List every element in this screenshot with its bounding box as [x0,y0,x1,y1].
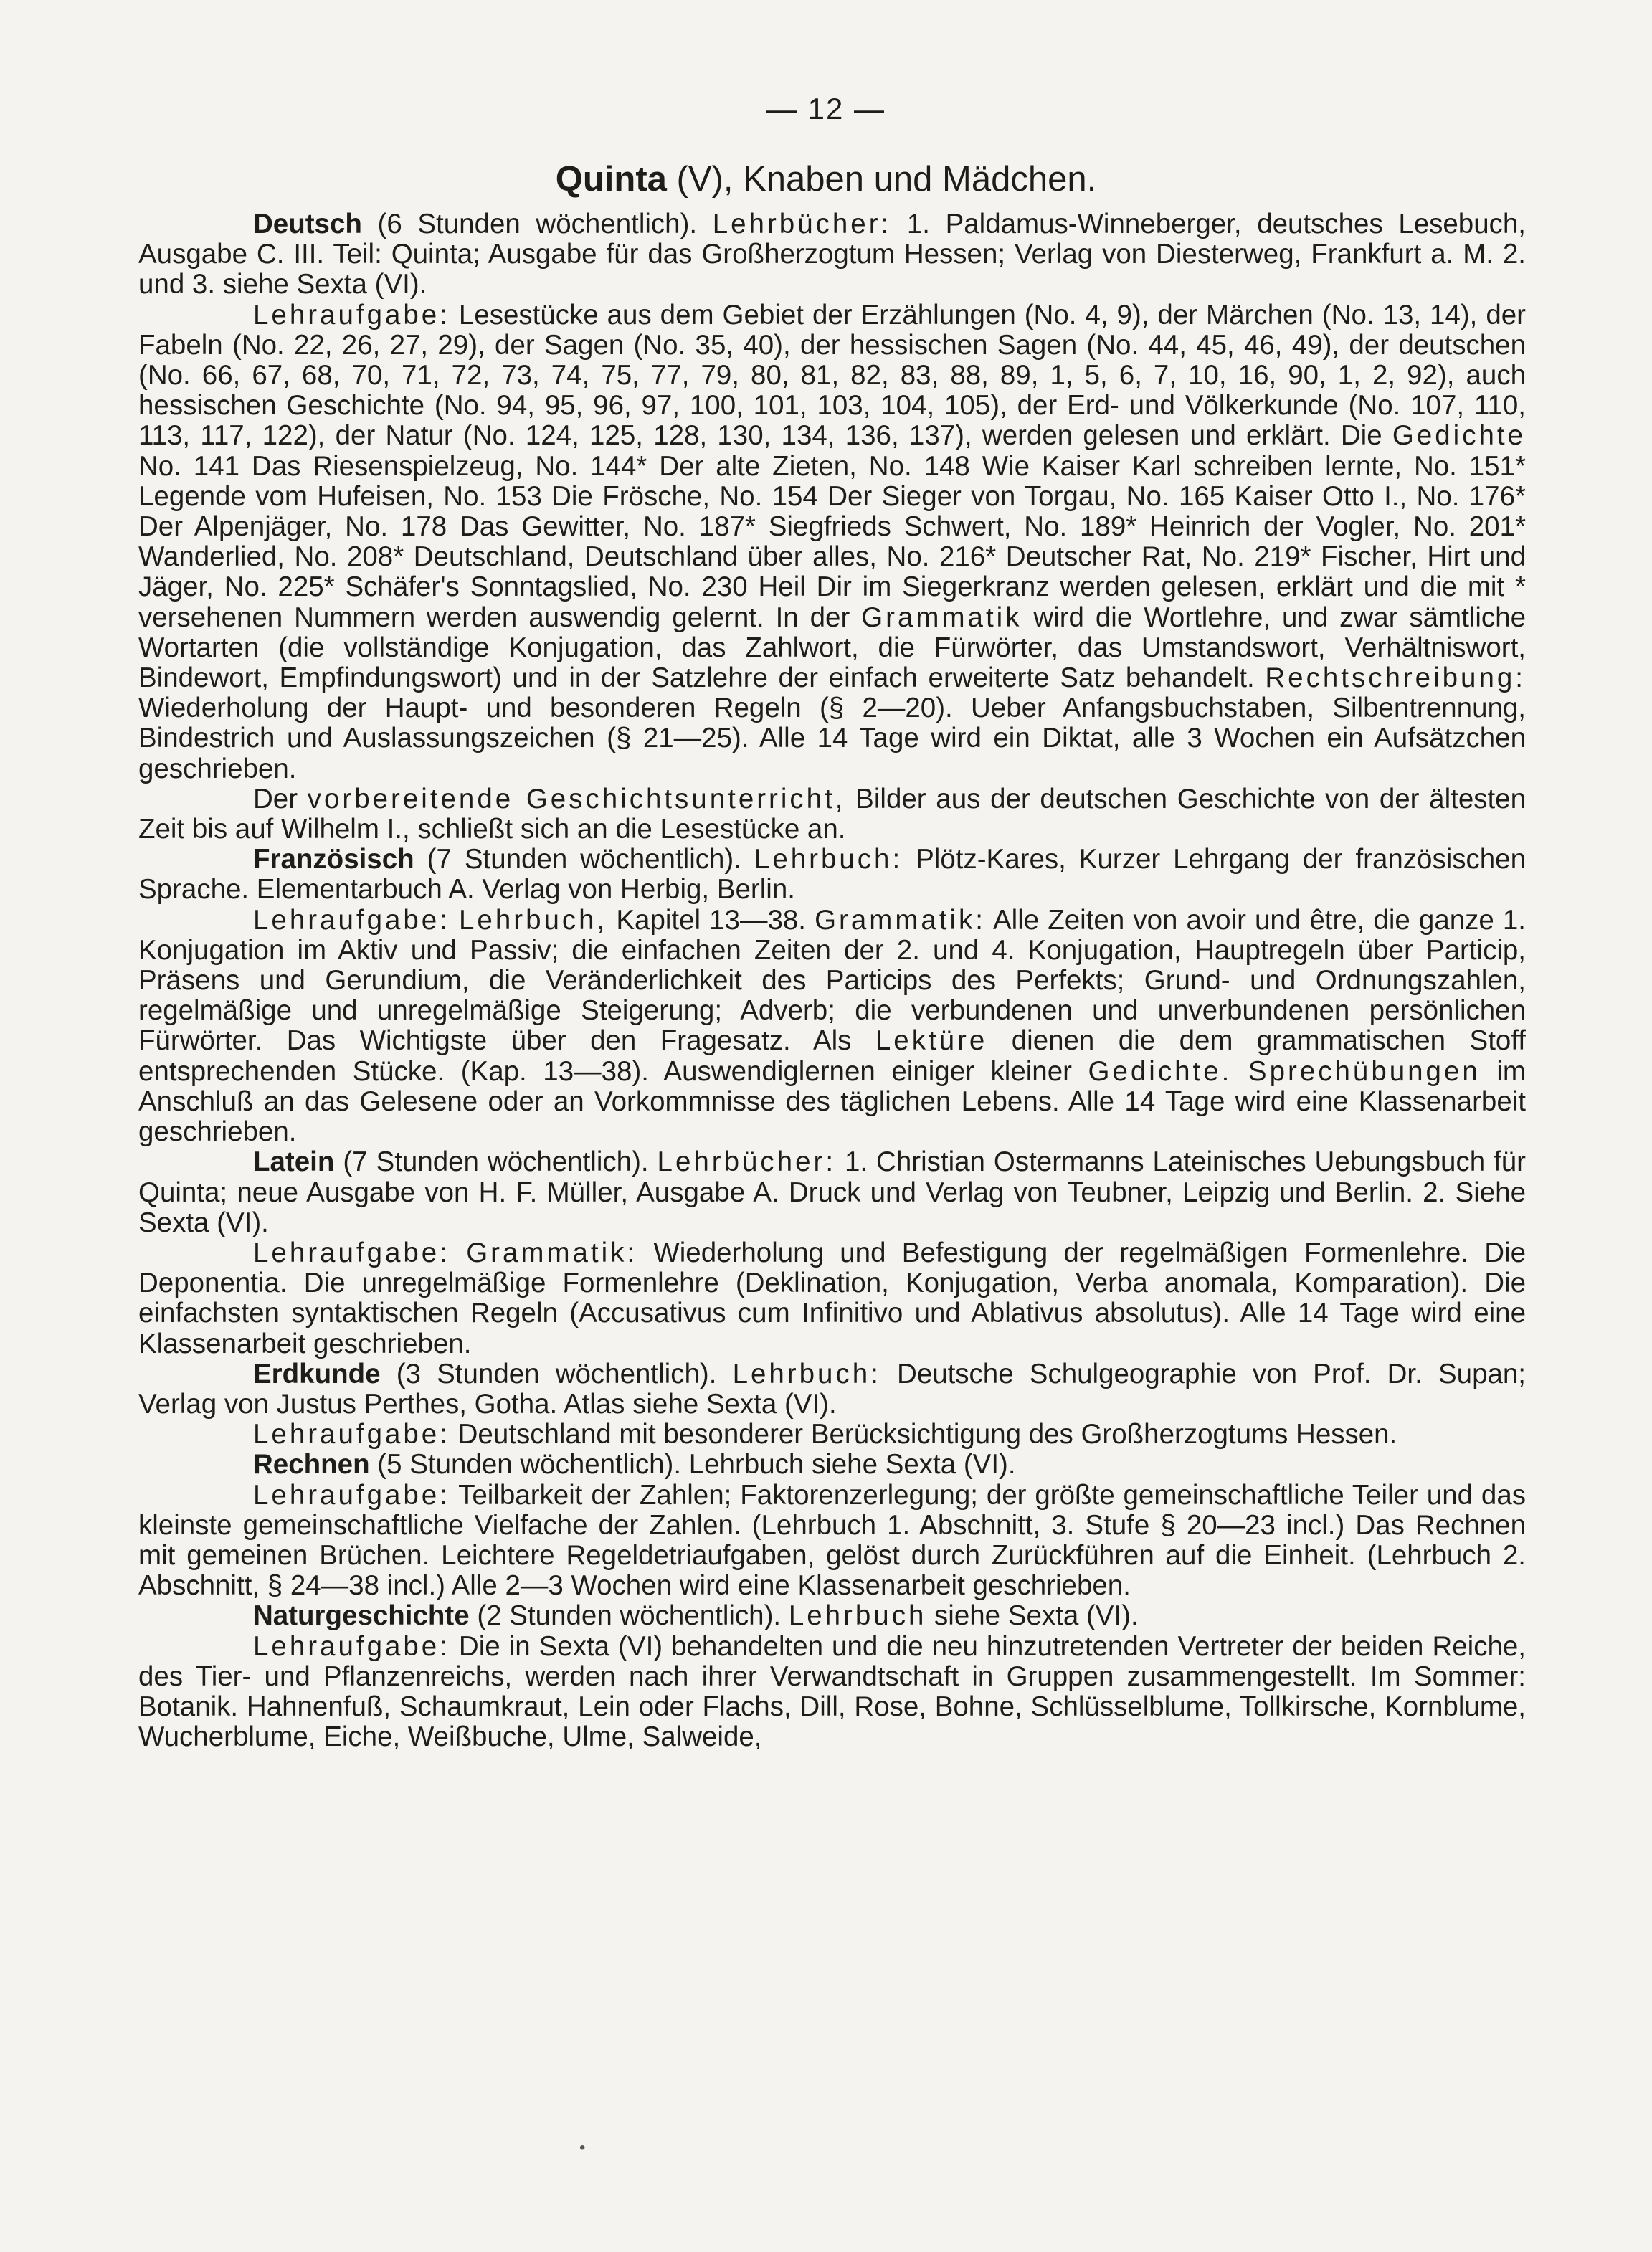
franz-reading: dienen die dem grammatischen Stoff entsprechenden Stücke. (Kap. 13—38). Auswendiglernen einiger kleiner [138,1025,1526,1087]
deutsch-books-label: Lehrbücher: [712,209,892,239]
latein-hours: (7 Stunden wöchentlich). [334,1146,658,1178]
natur-book: siehe Sexta (VI). [926,1600,1139,1632]
deutsch-poems-label: Gedichte [1392,420,1526,452]
franz-book: Plötz-Kares, Kurzer Lehrgang der französischen Sprache. Elementarbuch A. Verlag von Herbig, Berlin. [138,844,1526,906]
deutsch-grammar: wird die Wortlehre, und zwar sämtliche Wortarten (die vollständige Konjugation, das Zahlwort, die Fürwörter, das Umstandswort, Verhältniswort, Bindewort, Empfindungswort) und in der Satzlehre der einfach erweiterte Satz behandelt. [138,602,1526,694]
deutsch-spelling: Wiederholung der Haupt- und besonderen Regeln (§ 2—20). Ueber Anfangsbuchstaben, Silbentrennung, Bindestrich und Auslassungszeichen (§ 21—25). Alle 14 Tage wird ein Diktat, alle 3 Wochen ein Aufsätzchen geschrieben. [138,693,1526,784]
heading-rest: (V), Knaben und Mädchen. [666,160,1097,199]
franz-grammar-label: Grammatik: [815,904,987,936]
deutsch-paragraph [138,209,1526,300]
rechnen-task: Teilbarkeit der Zahlen; Faktorenzerlegung; der größte gemeinschaftliche Teiler und das kleinste gemeinschaftliche Vielfache der Zahlen. (Lehrbuch 1. Abschnitt, 3. Stufe § 20—23 incl.) Das Rechnen mit gemeinen Brüchen. Leichtere Regeldetriaufgaben, gelöst durch Zurückführen auf die Einheit. (Lehrbuch 2. Abschnitt, § 24—38 incl.) Alle 2—3 Wochen wird eine Klassenarbeit geschrieben. [138,1479,1526,1602]
subject-erdkunde: Erdkunde [253,1358,381,1389]
erdkunde-task-label: Lehraufgabe: [253,1419,450,1450]
history-pre: Der [253,783,308,814]
deutsch-grammar-label: Grammatik [861,602,1022,633]
franz-paragraph [138,845,1526,905]
rechnen-task-label: Lehraufgabe: [253,1479,450,1511]
franz-space [450,905,459,936]
subject-latein: Latein [253,1146,335,1178]
class-heading [0,159,1652,199]
latein-books: 1. Christian Ostermanns Lateinisches Uebungsbuch für Quinta; neue Ausgabe von H. F. Müller, Ausgabe A. Druck und Verlag von Teubner, Leipzig und Berlin. 2. Siehe Sexta (VI). [138,1146,1526,1238]
franz-speaking-label: Sprechübungen [1248,1055,1481,1087]
franz-task-paragraph [138,906,1526,1148]
erdkunde-hours: (3 Stunden wöchentlich). [380,1358,733,1389]
latein-task-label: Lehraufgabe: [253,1237,450,1268]
franz-space2 [1232,1056,1248,1087]
erdkunde-task-paragraph [138,1420,1526,1450]
rechnen-paragraph [138,1450,1526,1480]
franz-grammar: Alle Zeiten von avoir und être, die ganze 1. Konjugation im Aktiv und Passiv; die einfachen Zeiten der 2. und 4. Konjugation, Hauptregeln über Particip, Präsens und Gerundium, die Veränderlichkeit des Particips des Perfekts; Grund- und Ordnungszahlen, regelmäßige und unregelmäßige Steigerung; Adverb; die verbundenen und unverbundenen persönlichen Fürwörter. Das Wichtigste über den Fragesatz. Als [138,904,1527,1057]
curriculum-text [138,209,1526,1752]
latein-paragraph [138,1147,1526,1238]
deutsch-poems: No. 141 Das Riesenspielzeug, No. 144* Der alte Zieten, No. 148 Wie Kaiser Karl schreiben lernte, No. 151* Legende vom Hufeisen, No. 153 Die Frösche, No. 154 Der Sieger von Torgau, No. 165 Kaiser Otto I., No. 176* Der Alpenjäger, No. 178 Das Gewitter, No. 187* Siegfrieds Schwert, No. 189* Heinrich der Vogler, No. 201* Wanderlied, No. 208* Deutschland, Deutschland über alles, No. 216* Deutscher Rat, No. 219* Fischer, Hirt und Jäger, No. 225* Schäfer's Sonntagslied, No. 230 Heil Dir im Siegerkranz werden gelesen, erklärt und die mit * versehenen Nummern werden auswendig gelernt. In der [138,450,1526,633]
deutsch-reading: Lesestücke aus dem Gebiet der Erzählungen (No. 4, 9), der Märchen (No. 13, 14), der Fabeln (No. 22, 26, 27, 29), der Sagen (No. 35, 40), der hessischen Sagen (No. 44, 45, 46, 49), der deutschen (No. 66, 67, 68, 70, 71, 72, 73, 74, 75, 77, 79, 80, 81, 82, 83, 88, 89, 1, 5, 6, 7, 10, 16, 90, 1, 2, 92), auch hessischen Geschichte (No. 94, 95, 96, 97, 100, 101, 103, 104, 105), der Erd- und Völkerkunde (No. 107, 110, 113, 117, 122), der Natur (No. 124, 125, 128, 130, 134, 136, 137), werden gelesen und erklärt. Die [138,299,1526,452]
franz-speaking: im Anschluß an das Gelesene oder an Vorkommnisse des täglichen Lebens. Alle 14 Tage wird eine Klassenarbeit geschrieben. [138,1055,1527,1148]
franz-reading-label: Lektüre [875,1025,988,1057]
franz-chapters: Kapitel 13—38. [607,904,815,936]
deutsch-books: 1. Paldamus-Winneberger, deutsches Lesebuch, Ausgabe C. III. Teil: Quinta; Ausgabe für das Großherzogtum Hessen; Verlag von Diesterweg, Frankfurt a. M. 2. und 3. siehe Sexta (VI). [138,209,1526,300]
franz-task-label: Lehraufgabe: [253,904,450,936]
natur-hours: (2 Stunden wöchentlich). [469,1600,789,1632]
deutsch-task-label: Lehraufgabe: [253,299,450,331]
franz-hours: (7 Stunden wöchentlich). [414,844,754,875]
subject-deutsch: Deutsch [253,209,362,239]
natur-task-label: Lehraufgabe: [253,1630,450,1662]
deutsch-spelling-label: Rechtschreibung: [1265,662,1526,694]
rechnen-task-paragraph [138,1481,1526,1602]
erdkunde-task: Deutschland mit besonderer Berücksichtigung des Großherzogtums Hessen. [450,1419,1397,1450]
erdkunde-paragraph [138,1359,1526,1420]
deutsch-hours: (6 Stunden wöchentlich). [361,209,713,239]
subject-franz: Französisch [253,844,414,875]
natur-paragraph [138,1601,1526,1631]
erdkunde-book-label: Lehrbuch: [732,1358,881,1389]
subject-rechnen: Rechnen [253,1449,370,1481]
latein-space [450,1237,466,1268]
franz-poems-label: Gedichte. [1088,1055,1233,1087]
heading-class-name: Quinta [555,160,667,199]
natur-task: Die in Sexta (VI) behandelten und die neu hinzutretenden Vertreter der beiden Reiche, des Tier- und Pflanzenreichs, werden nach ihrer Verwandtschaft in Gruppen zusammengestellt. Im Sommer: Botanik. Hahnenfuß, Schaumkraut, Lein oder Flachs, Dill, Rose, Bohne, Schlüsselblume, Tollkirsche, Kornblume, Wucherblume, Eiche, Weißbuche, Ulme, Salweide, [138,1630,1526,1753]
franz-lehrbuch-label: Lehrbuch, [459,904,608,936]
rechnen-hours: (5 Stunden wöchentlich). Lehrbuch siehe Sexta (VI). [369,1449,1016,1481]
latein-grammar: Wiederholung und Befestigung der regelmäßigen Formenlehre. Die Deponentia. Die unregelmäßige Formenlehre (Deklination, Konjugation, Verba anomala, Komparation). Die einfachsten syntaktischen Regeln (Accusativus cum Infinitivo und Ablativus absolutus). Alle 14 Tage wird eine Klassenarbeit geschrieben. [138,1237,1526,1359]
page-number: — 12 — [766,92,886,125]
natur-book-label: Lehrbuch [788,1600,927,1632]
latein-task-paragraph [138,1238,1526,1359]
history-label: vorbereitende Geschichtsunterricht, [307,783,846,814]
history-text: Bilder aus der deutschen Geschichte von der ältesten Zeit bis auf Wilhelm I., schließt sich an die Lesestücke an. [138,783,1527,845]
deutsch-task-paragraph [138,300,1526,784]
latein-books-label: Lehrbücher: [657,1146,837,1178]
franz-book-label: Lehrbuch: [754,844,903,875]
deutsch-history-paragraph [138,784,1526,845]
subject-natur: Naturgeschichte [253,1600,470,1632]
latein-grammar-label: Grammatik: [466,1237,638,1268]
erdkunde-book: Deutsche Schulgeographie von Prof. Dr. Supan; Verlag von Justus Perthes, Gotha. Atlas siehe Sexta (VI). [138,1358,1526,1420]
footer-mark: • [579,2138,586,2157]
natur-task-paragraph [138,1632,1526,1753]
